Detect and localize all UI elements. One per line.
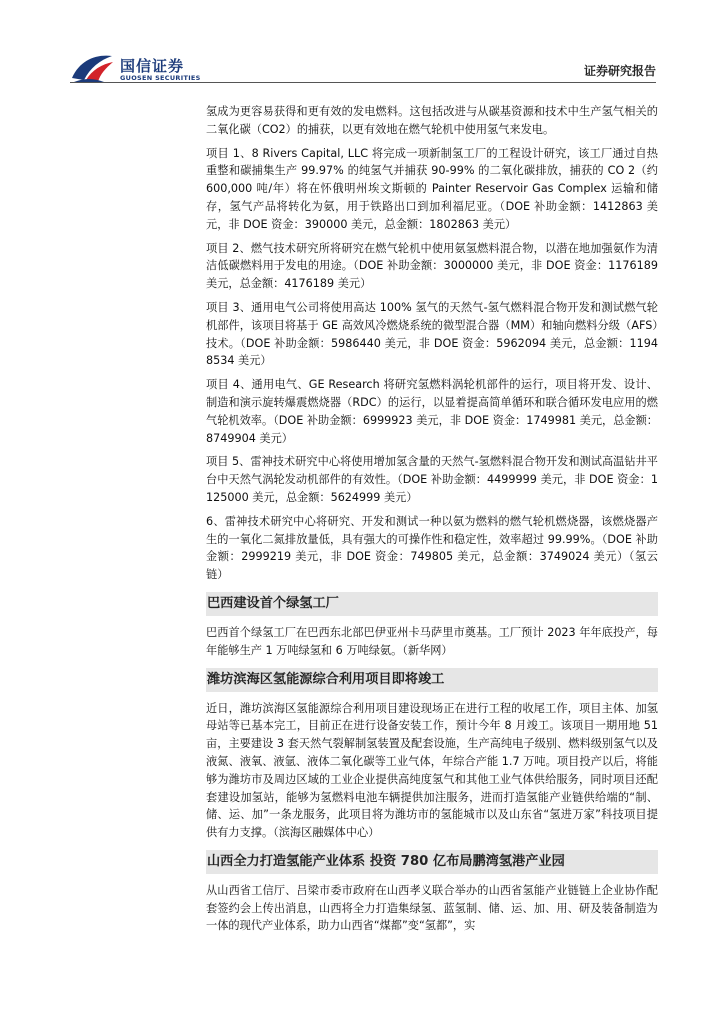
intro-paragraph: 氢成为更容易获得和更有效的发电燃料。这包括改进与从碳基资源和技术中生产氢气相关的二氧化碳（CO2）的捕获，以更有效地在燃气轮机中使用氢气来发电。 [206,105,658,136]
project-5-paragraph: 项目 5、雷神技术研究中心将使用增加氢含量的天然气-氢燃料混合物开发和测试高温钻井平台中天然气涡轮发动机部件的有效性。（DOE 补助金额：4499999 美元，非 DOE 资金：1125000 美元，总金额：5624999 美元） [206,455,658,504]
project-4-paragraph: 项目 4、通用电气、GE Research 将研究氢燃料涡轮机部件的运行，项目将开发、设计、制造和演示旋转爆震燃烧器（RDC）的运行，以显着提高简单循环和联合循环发电应用的燃气轮机效率。（DOE 补助金额：6999923 美元，非 DOE 资金：1749981 美元，总金额：8749904 美元） [206,378,658,445]
section-shanxi-paragraph: 从山西省工信厅、吕梁市委市政府在山西孝义联合举办的山西省氢能产业链链上企业协作配套签约会上传出消息，山西将全力打造集绿氢、蓝氢制、储、运、加、用、研及装备制造为一体的现代产业体系，助力山西省“煤都”变“氢都”，实 [206,883,658,933]
header-divider [70,82,656,83]
section-weifang-paragraph: 近日，潍坊滨海区氢能源综合利用项目建设现场正在进行工程的收尾工作，项目主体、加氢母站等已基本完工，目前正在进行设备安装工作，预计今年 8 月竣工。该项目一期用地 51 亩，主要建设 3 套天然气裂解制氢装置及配套设施，生产高纯电子级别、燃料级别氢气以及液氮、液氧、液氩、液体二氧化碳等工业气体，年综合产能 1.7 万吨。项目投产以后，将能够为潍坊市及周边区域的工业企业提供高纯度氢气和其他工业气体供给服务，同时项目还配套建设加氢站，能够为氢燃料电池车辆提供加注服务，进而打造氢能产业链供给端的“制、储、运、加”一条龙服务，此项目将为潍坊市的氢能城市以及山东省“氢进万家”科技项目提供有力支撑。（滨海区融媒体中心） [206,701,658,840]
project-3-paragraph: 项目 3、通用电气公司将使用高达 100% 氢气的天然气-氢气燃料混合物开发和测试燃气轮机部件，该项目将基于 GE 高效风冷燃烧系统的微型混合器（MM）和轴向燃料分级（AFS）技术。（DOE 补助金额：5986440 美元，非 DOE 资金：5962094 美元，总金额：11948534 美元） [206,300,658,368]
guosen-logo-icon [70,52,114,84]
page-header [0,0,724,100]
section-title-shanxi: 山西全力打造氢能产业体系 投资 780 亿布局鹏湾氢港产业园 [206,850,658,874]
project-1-paragraph: 项目 1、8 Rivers Capital, LLC 将完成一项新制氢工厂的工程设计研究，该工厂通过自热重整和碳捕集生产 99.97% 的纯氢气并捕获 90-99% 的二氧化碳排放，捕获的 CO 2（约 600,000 吨/年）将在怀俄明州埃文斯顿的 Painter Reservoir Gas Complex 运输和储存，氢气产品将转化为氨，用于铁路出口到加利福尼亚。（DOE 补助金额：1412863 美元，非 DOE 资金：390000 美元，总金额：1802863 美元） [206,146,658,231]
logo-english-name: GUOSEN SECURITIES [120,74,201,82]
section-title-weifang: 潍坊滨海区氢能源综合利用项目即将竣工 [206,668,658,692]
project-6-paragraph: 6、雷神技术研究中心将研究、开发和测试一种以氨为燃料的燃气轮机燃烧器，该燃烧器产生的一氧化二氮排放量低，具有强大的可操作性和稳定性，效率超过 99.99%。（DOE 补助金额：2999219 美元，非 DOE 资金：749805 美元，总金额：3749024 美元）（氢云链） [206,514,658,582]
section-brazil-paragraph: 巴西首个绿氢工厂在巴西东北部巴伊亚州卡马萨里市奠基。工厂预计 2023 年年底投产，每年能够生产 1 万吨绿氢和 6 万吨绿氨。（新华网） [206,625,658,657]
project-2-paragraph: 项目 2、燃气技术研究所将研究在燃气轮机中使用氨氢燃料混合物，以潜在地加强氨作为清洁低碳燃料用于发电的用途。（DOE 补助金额：3000000 美元，非 DOE 资金：1176189 美元，总金额：4176189 美元） [206,241,658,291]
document-body [206,103,658,941]
logo-chinese-name: 国信证券 [120,57,185,75]
section-title-brazil: 巴西建设首个绿氢工厂 [206,592,658,616]
report-type-label: 证券研究报告 [583,64,656,78]
guosen-logo [70,52,230,86]
